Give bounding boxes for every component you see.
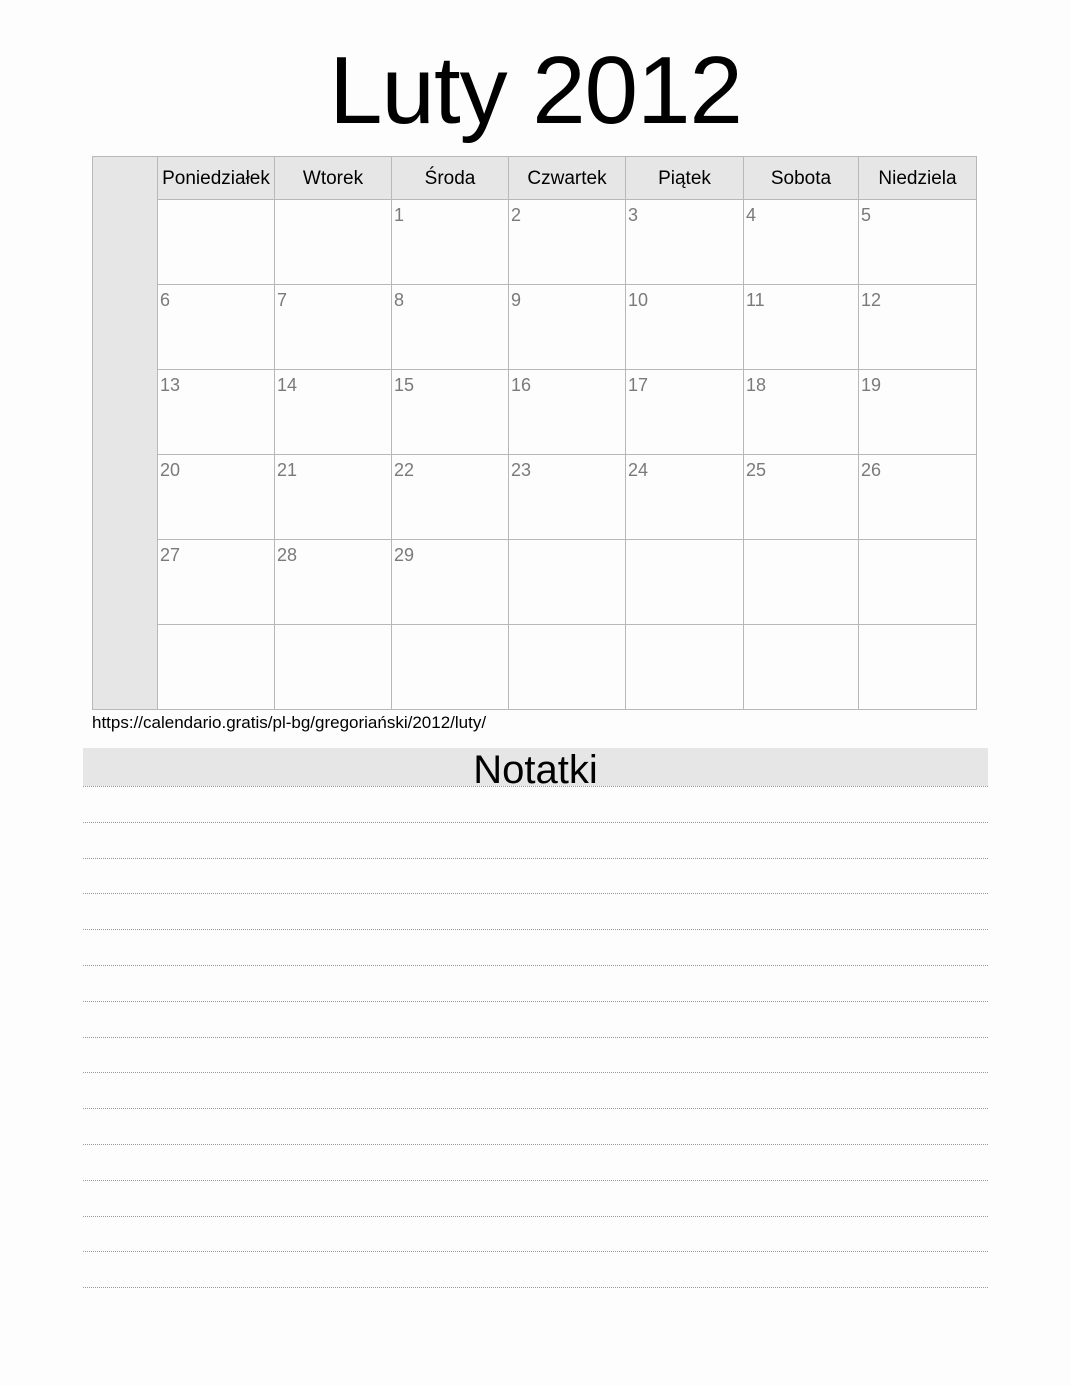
source-url: https://calendario.gratis/pl-bg/gregoriański/2012/luty/ bbox=[92, 713, 487, 732]
note-line bbox=[83, 1037, 988, 1073]
day-cell: 20 bbox=[158, 455, 275, 540]
note-line bbox=[83, 1072, 988, 1108]
month-calendar bbox=[92, 156, 977, 710]
note-line bbox=[83, 1216, 988, 1252]
weekday-header: Niedziela bbox=[859, 157, 976, 200]
note-line bbox=[83, 1144, 988, 1180]
note-line bbox=[83, 929, 988, 965]
day-cell bbox=[626, 540, 744, 625]
day-cell: 15 bbox=[392, 370, 509, 455]
day-cell bbox=[158, 200, 275, 285]
page-title: Luty 2012 bbox=[329, 37, 742, 144]
day-cell: 28 bbox=[275, 540, 392, 625]
day-cell bbox=[509, 540, 626, 625]
weekday-header: Środa bbox=[392, 157, 509, 200]
note-line bbox=[83, 1251, 988, 1287]
day-cell: 4 bbox=[744, 200, 859, 285]
day-cell: 9 bbox=[509, 285, 626, 370]
day-cell: 1 bbox=[392, 200, 509, 285]
day-cell bbox=[626, 625, 744, 709]
notes-lines bbox=[83, 786, 988, 1288]
weekday-header: Poniedziałek bbox=[158, 157, 275, 200]
day-cell bbox=[275, 625, 392, 709]
day-cell: 10 bbox=[626, 285, 744, 370]
day-cell: 29 bbox=[392, 540, 509, 625]
day-cell: 25 bbox=[744, 455, 859, 540]
day-cell: 24 bbox=[626, 455, 744, 540]
day-cell: 13 bbox=[158, 370, 275, 455]
day-cell: 7 bbox=[275, 285, 392, 370]
day-cell bbox=[392, 625, 509, 709]
note-line bbox=[83, 893, 988, 929]
day-cell: 6 bbox=[158, 285, 275, 370]
day-cell: 18 bbox=[744, 370, 859, 455]
day-cell: 12 bbox=[859, 285, 976, 370]
day-cell bbox=[744, 625, 859, 709]
day-cell: 11 bbox=[744, 285, 859, 370]
weekday-header: Piątek bbox=[626, 157, 744, 200]
calendar-grid bbox=[158, 157, 976, 709]
day-cell: 22 bbox=[392, 455, 509, 540]
note-line bbox=[83, 822, 988, 858]
day-cell bbox=[859, 540, 976, 625]
day-cell: 3 bbox=[626, 200, 744, 285]
day-cell bbox=[744, 540, 859, 625]
note-line bbox=[83, 1108, 988, 1144]
day-cell: 2 bbox=[509, 200, 626, 285]
day-cell bbox=[859, 625, 976, 709]
day-cell: 17 bbox=[626, 370, 744, 455]
note-line bbox=[83, 786, 988, 822]
note-line bbox=[83, 1287, 988, 1288]
day-cell bbox=[275, 200, 392, 285]
day-cell bbox=[509, 625, 626, 709]
note-line bbox=[83, 1001, 988, 1037]
day-cell: 5 bbox=[859, 200, 976, 285]
weekday-header: Wtorek bbox=[275, 157, 392, 200]
day-cell: 8 bbox=[392, 285, 509, 370]
week-number-column bbox=[93, 157, 158, 709]
day-cell: 27 bbox=[158, 540, 275, 625]
weekday-header: Sobota bbox=[744, 157, 859, 200]
day-cell bbox=[158, 625, 275, 709]
note-line bbox=[83, 965, 988, 1001]
note-line bbox=[83, 858, 988, 894]
notes-title: Notatki bbox=[83, 748, 988, 786]
day-cell: 23 bbox=[509, 455, 626, 540]
day-cell: 21 bbox=[275, 455, 392, 540]
weekday-header: Czwartek bbox=[509, 157, 626, 200]
note-line bbox=[83, 1180, 988, 1216]
day-cell: 16 bbox=[509, 370, 626, 455]
day-cell: 14 bbox=[275, 370, 392, 455]
day-cell: 26 bbox=[859, 455, 976, 540]
day-cell: 19 bbox=[859, 370, 976, 455]
